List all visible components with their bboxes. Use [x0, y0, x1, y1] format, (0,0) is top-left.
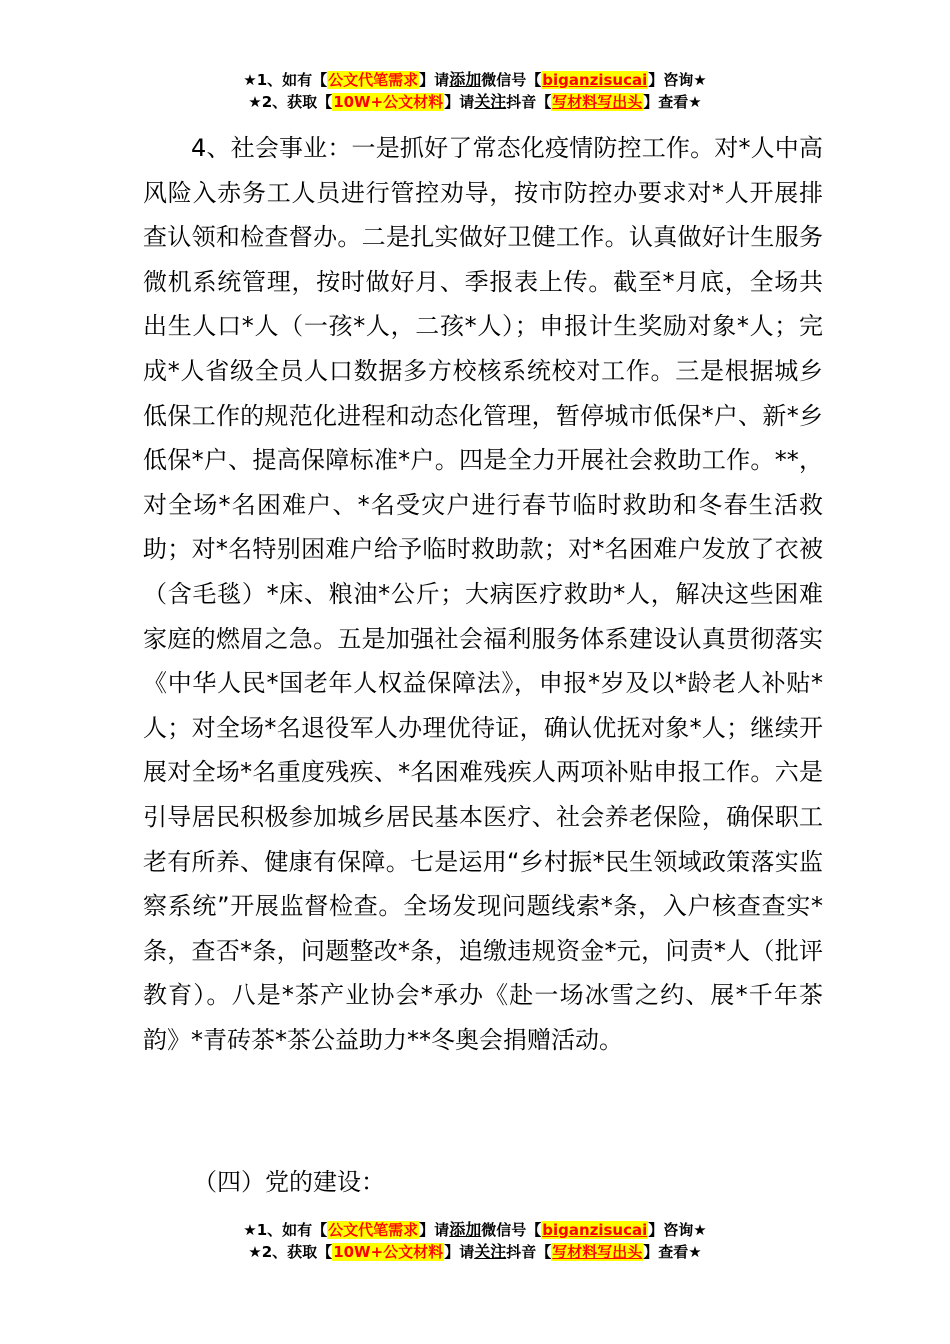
- footer-line-2-highlight-materials: 10W+公文材料: [333, 1243, 444, 1261]
- footer-line-1-wechat-id: biganzisucai: [542, 1221, 648, 1239]
- promo-line-1-prefix: ★1、如有【: [243, 71, 328, 89]
- promo-line-2-highlight-materials: 10W+公文材料: [333, 93, 444, 111]
- promo-line-1-highlight-service: 公文代笔需求: [328, 71, 419, 89]
- header-promo: [0, 69, 950, 113]
- footer-line-2-prefix: ★2、获取【: [248, 1243, 333, 1261]
- footer-promo-line-2: [0, 1241, 950, 1263]
- footer-line-1-suffix: 】咨询★: [648, 1221, 707, 1239]
- section-heading-party-building: （四）党的建设：: [193, 1168, 385, 1196]
- footer-line-2-suffix: 】查看★: [643, 1243, 702, 1261]
- footer-line-2-mid2: 抖音【: [506, 1243, 552, 1261]
- promo-line-1-suffix: 】咨询★: [648, 71, 707, 89]
- social-affairs-paragraph: 4、社会事业：一是抓好了常态化疫情防控工作。对*人中高风险入赤务工人员进行管控劝导，按市防控办要求对*人开展排查认领和检查督办。二是扎实做好卫健工作。认真做好计生服务微机系统管理，按时做好月、季报表上传。截至*月底，全场共出生人口*人（一孩*人，二孩*人）；申报计生奖励对象*人；完成*人省级全员人口数据多方校核系统校对工作。三是根据城乡低保工作的规范化进程和动态化管理，暂停城市低保*户、新*乡低保*户、提高保障标准*户。四是全力开展社会救助工作。**，对全场*名困难户、*名受灾户进行春节临时救助和冬春生活救助；对*名特别困难户给予临时救助款；对*名困难户发放了衣被（含毛毯）*床、粮油*公斤；大病医疗救助*人，解决这些困难家庭的燃眉之急。五是加强社会福利服务体系建设认真贯彻落实《中华人民*国老年人权益保障法》，申报*岁及以*龄老人补贴*人；对全场*名退役军人办理优待证，确认优抚对象*人；继续开展对全场*名重度残疾、*名困难残疾人两项补贴申报工作。六是引导居民积极参加城乡居民基本医疗、社会养老保险，确保职工老有所养、健康有保障。七是运用“乡村振*民生领域政策落实监察系统”开展监督检查。全场发现问题线索*条，入户核查查实*条，查否*条，问题整改*条，追缴违规资金*元，问责*人（批评教育）。八是*茶产业协会*承办《赴一场冰雪之约、展*千年茶韵》*青砖茶*茶公益助力**冬奥会捐赠活动。: [143, 134, 823, 1054]
- promo-line-2-keyword: 关注: [474, 92, 507, 111]
- footer-line-2-douyin-id: 写材料写出头: [552, 1243, 643, 1261]
- promo-line-2-douyin-id: 写材料写出头: [552, 93, 643, 111]
- promo-line-2: [0, 91, 950, 113]
- footer-line-1-highlight-service: 公文代笔需求: [328, 1221, 419, 1239]
- footer-line-2-keyword: 关注: [474, 1242, 507, 1261]
- promo-line-1: [0, 69, 950, 91]
- footer-line-1-keyword: 添加: [449, 1220, 482, 1239]
- promo-line-2-mid: 】请: [444, 93, 475, 111]
- promo-line-1-mid: 】请: [419, 71, 450, 89]
- promo-line-1-mid2: 微信号【: [481, 71, 542, 89]
- promo-line-2-mid2: 抖音【: [506, 93, 552, 111]
- document-body: [143, 126, 823, 1062]
- promo-line-2-suffix: 】查看★: [643, 93, 702, 111]
- footer-line-1-prefix: ★1、如有【: [243, 1221, 328, 1239]
- promo-line-1-keyword: 添加: [449, 70, 482, 89]
- footer-line-1-mid: 】请: [419, 1221, 450, 1239]
- promo-line-2-prefix: ★2、获取【: [248, 93, 333, 111]
- footer-promo-line-1: [0, 1219, 950, 1241]
- footer-line-2-mid: 】请: [444, 1243, 475, 1261]
- footer-line-1-mid2: 微信号【: [481, 1221, 542, 1239]
- footer-promo: [0, 1219, 950, 1263]
- promo-line-1-wechat-id: biganzisucai: [542, 71, 648, 89]
